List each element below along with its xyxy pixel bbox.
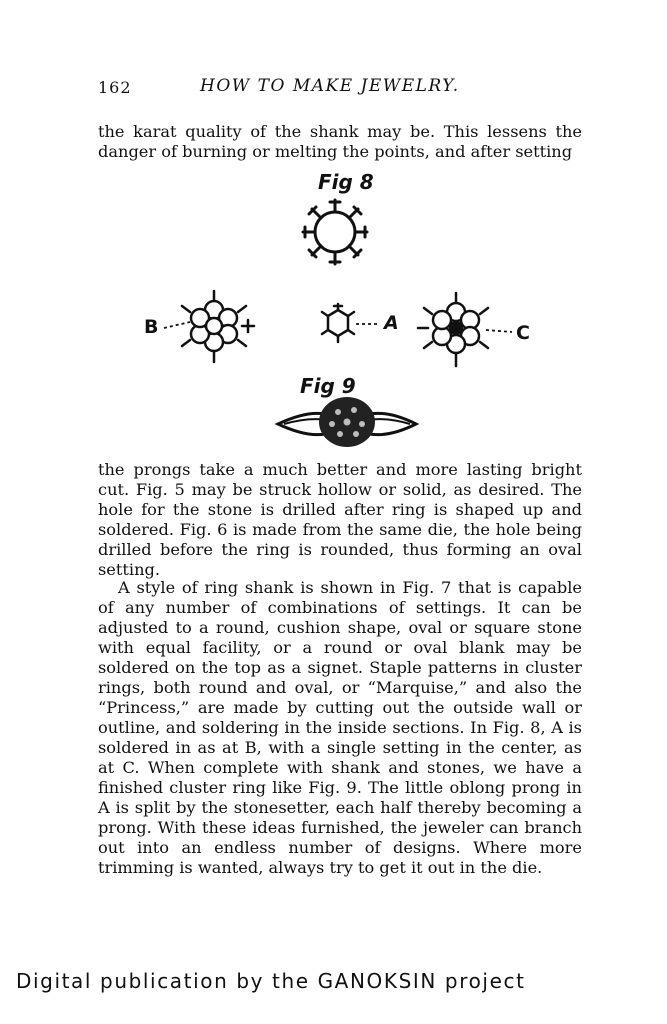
fig9-ring-drawing [272,394,422,454]
fig8-section-b-drawing [162,288,266,366]
fig8-outline-drawing [300,196,370,268]
paragraph-3: A style of ring shank is shown in Fig. 7 that is capable of any number of combinations of settings. It can be adjusted to a round, cushion shape, oval or square stone with equal facility, or a round or oval blank may be soldered on the top as a signet. Staple patterns in cluster rings, both round and oval, or “Marquise,” and also the “Princess,” are made by cutting out the outside wall or outline, and soldering in the inside sections. In Fig. 8, A is soldered in as at B, with a single setting in the center, as at C. When complete with shank and stones, we have a finished cluster ring like Fig. 9. The little oblong prong in A is split by the stonesetter, each half thereby becoming a prong. With these ideas furnished, the jeweler can branch out into an endless number of designs. Where more trimming is wanted, always try to get it out in the die. [98,578,582,877]
label-b: B [144,316,159,338]
paragraph-1: the karat quality of the shank may be. This lessens the danger of burning or melting the points, and after setting [98,122,582,161]
label-c: C [516,322,530,344]
fig9-label: Fig 9 [300,374,356,398]
label-a: A [384,312,399,334]
fig8-section-c-drawing [414,290,518,370]
footer-credit: Digital publication by the GANOKSIN project [16,969,526,993]
running-title: HOW TO MAKE JEWELRY. [200,76,460,96]
paragraph-2: the prongs take a much better and more lasting bright cut. Fig. 5 may be struck hollow or solid, as desired. The hole for the stone is drilled after ring is shaped up and soldered. Fig. 6 is made from the same die, the hole being drilled before the ring is rounded, thus forming an oval setting. [98,460,582,579]
fig8-section-a-drawing [318,302,382,346]
page-number: 162 [98,78,132,97]
fig8-label: Fig 8 [318,170,374,194]
